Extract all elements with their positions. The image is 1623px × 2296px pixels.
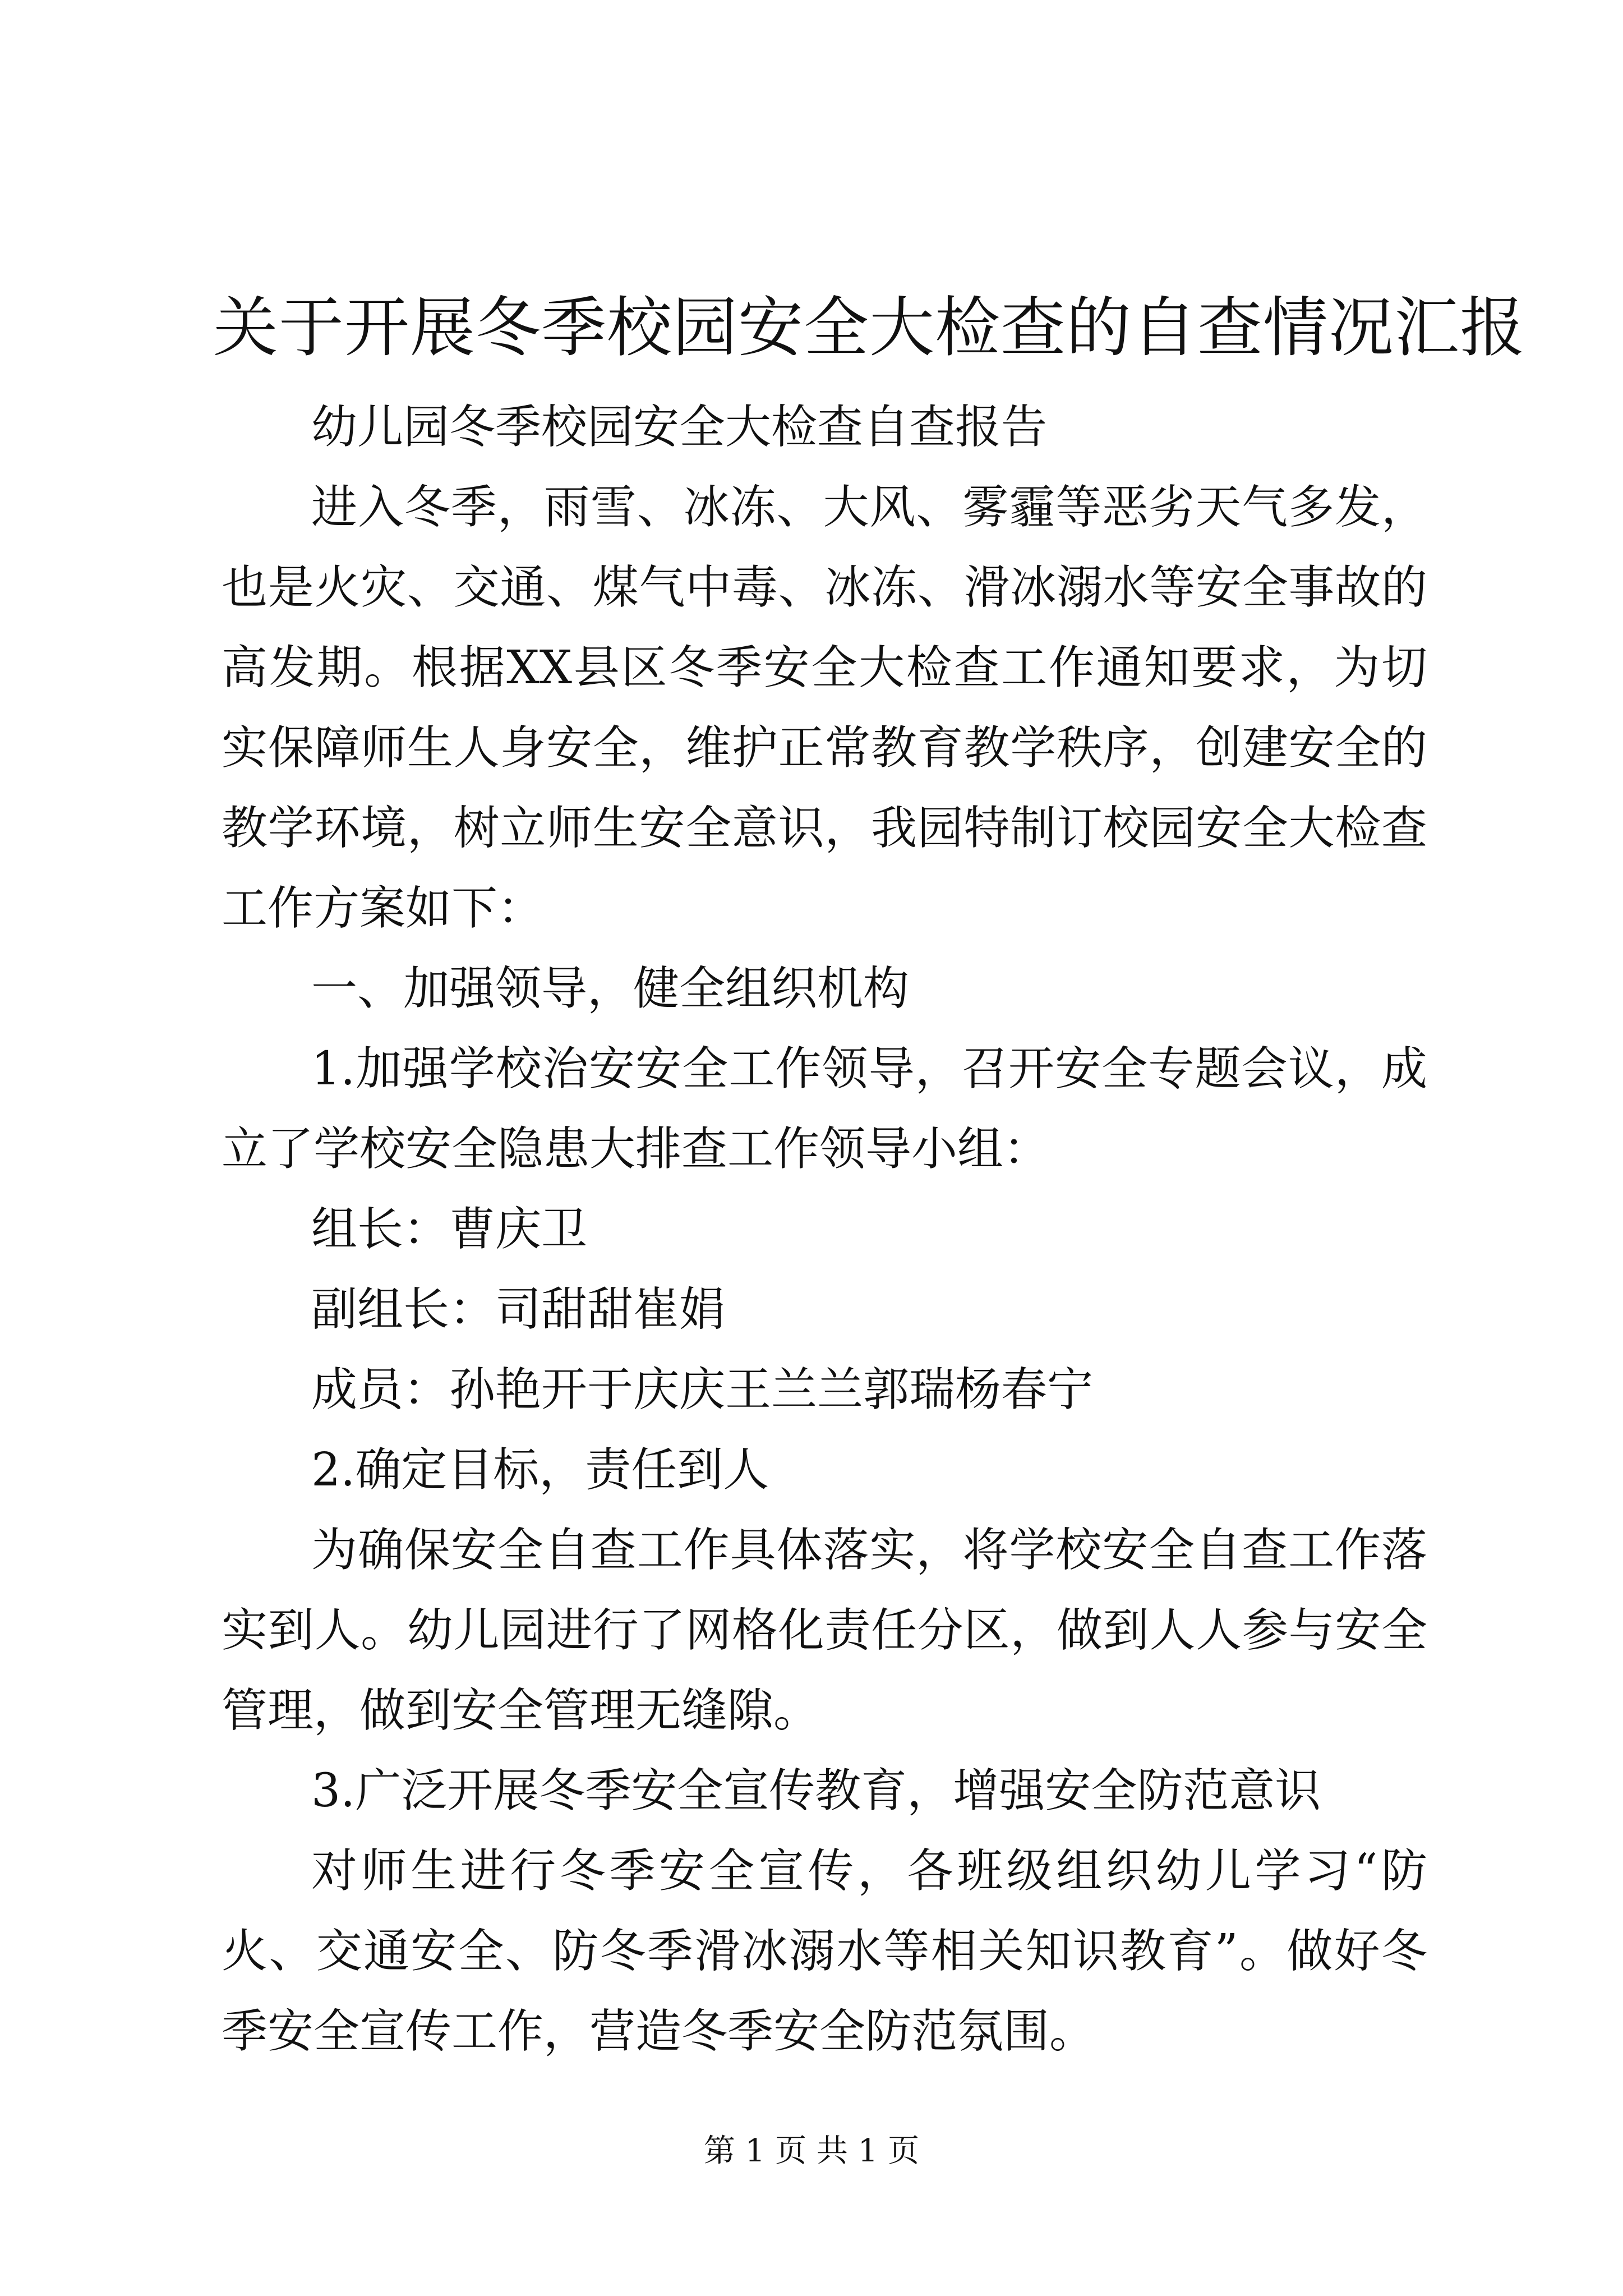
paragraph-item-3: 3.广泛开展冬季安全宣传教育，增强安全防范意识 [311, 1764, 1321, 1818]
paragraph-item-2-body: 为确保安全自查工作具体落实，将学校安全自查工作落实到人。幼儿园进行了网格化责任分区，做到人人参与安全管理，做到安全管理无缝隙。 [222, 1524, 1427, 1737]
paragraph-deputy-leader: 副组长：司甜甜崔娟 [311, 1283, 726, 1336]
paragraph-item-2: 2.确定目标，责任到人 [311, 1443, 769, 1497]
page-number-footer: 第 1 页 共 1 页 [703, 2133, 920, 2169]
document-title: 关于开展冬季校园安全大检查的自查情况汇报 [213, 290, 1525, 366]
paragraph-intro: 进入冬季，雨雪、冰冻、大风、雾霾等恶劣天气多发，也是火灾、交通、煤气中毒、冰冻、滑冰溺水等安全事故的高发期。根据XX县区冬季安全大检查工作通知要求，为切实保障师生人身安全，维护正常教育教学秩序，创建安全的教学环境，树立师生安全意识，我园特制订校园安全大检查工作方案如下： [222, 481, 1427, 935]
paragraph-members: 成员：孙艳开于庆庆王兰兰郭瑞杨春宁 [311, 1363, 1094, 1416]
paragraph-group-leader: 组长：曹庆卫 [311, 1203, 588, 1256]
section-heading-1: 一、加强领导，健全组织机构 [311, 962, 910, 1015]
paragraph-item-1: 1.加强学校治安安全工作领导，召开安全专题会议，成立了学校安全隐患大排查工作领导小组： [222, 1042, 1427, 1176]
document-body [222, 387, 1427, 2072]
paragraph-item-3-body: 对师生进行冬季安全宣传，各班级组织幼儿学习“防火、交通安全、防冬季滑冰溺水等相关知识教育”。做好冬季安全宣传工作，营造冬季安全防范氛围。 [222, 1844, 1427, 2058]
paragraph-subtitle: 幼儿园冬季校园安全大检查自查报告 [311, 401, 1048, 454]
